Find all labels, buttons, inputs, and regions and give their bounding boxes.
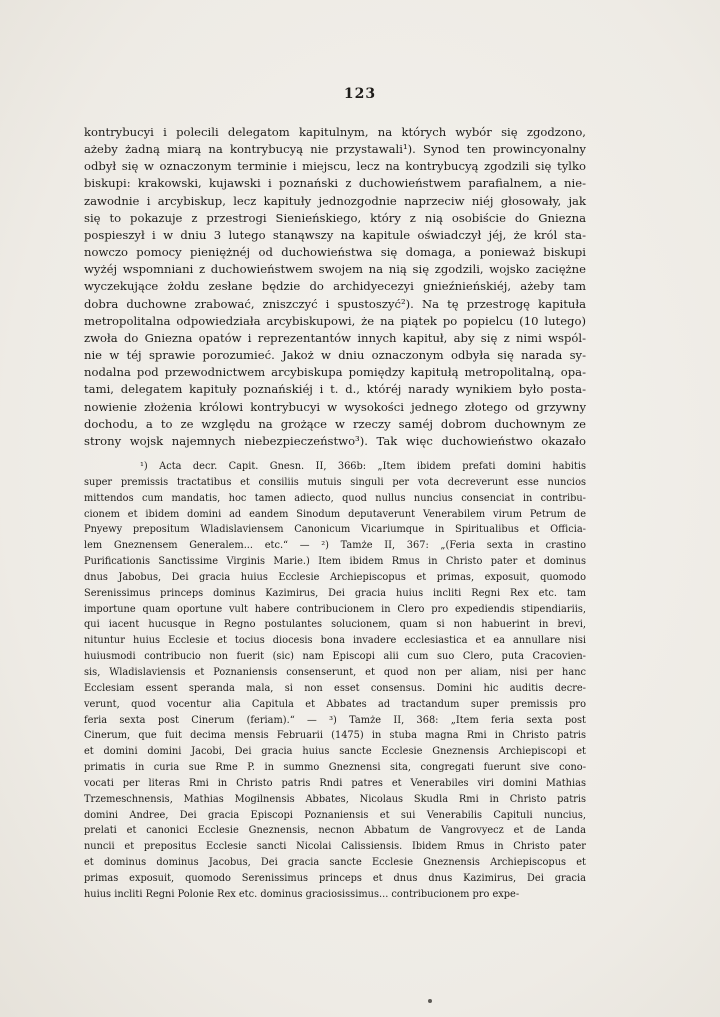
footnote-line: super premissis tractatibus et consiliis mutuis singuli per vota decreverunt esse nuncios	[84, 476, 586, 488]
footnote-line: sis, Wladislaviensis et Poznaniensis consenserunt, et quod non per aliam, nisi per hanc	[84, 666, 586, 678]
body-text-line: się to pokazuje z przestrogi Sienieńskiego, który z nią osobiście do Gniezna	[84, 210, 586, 225]
footnote-line: Ecclesiam essent speranda mala, si non esset consensus. Domini hic auditis decre-	[84, 682, 586, 694]
footnote-line: Trzemeschnensis, Mathias Mogilnensis Abbates, Nicolaus Skudla Rmi in Christo patris	[84, 793, 586, 805]
body-text-line: dobra duchowne zrabować, zniszczyć i spustoszyć²). Na tę przestrogę kapituła	[84, 296, 586, 311]
body-text-line: wyczekujące żołdu zesłane będzie do archidyecezyi gnieźnieńskiéj, ażeby tam	[84, 279, 586, 294]
body-text-line: strony wojsk najemnych niebezpieczeństwo³). Tak więc duchowieństwo okazało	[84, 433, 586, 448]
main-text	[84, 124, 586, 450]
footnote-line: et dominus dominus Jacobus, Dei gracia sancte Ecclesie Gneznensis Archiepiscopus et	[84, 857, 586, 869]
body-text-line: kontrybucyi i polecili delegatom kapitulnym, na których wybór się zgodzono,	[84, 125, 586, 139]
body-text-line: pospieszył i w dniu 3 lutego stanąwszy na kapitule oświadczył jéj, że król sta-	[84, 227, 586, 242]
footnote-line: Serenissimus princeps dominus Kazimirus, Dei gracia huius incliti Regni Rex etc. tam	[84, 587, 586, 599]
body-text-line: zwoła do Gniezna opatów i reprezentantów innych kapituł, aby się z nimi wspól-	[84, 330, 586, 345]
footnote-line: qui iacent hucusque in Regno postulantes solucionem, quam si non habuerint in brevi,	[84, 619, 586, 631]
footnotes	[84, 459, 586, 903]
footnote-line: Cinerum, que fuit decima mensis Februarii (1475) in stuba magna Rmi in Christo patris	[84, 730, 586, 742]
footnote-line: nuncii et prepositus Ecclesie sancti Nicolai Calissiensis. Ibidem Rmus in Christo pater	[84, 841, 586, 853]
footnote-line: verunt, quod vocentur alia Capitula et Abbates ad tractandum super premissis pro	[84, 698, 586, 710]
footnote-line: mittendos cum mandatis, hoc tamen adiecto, quod nullus nuncius consenciat in contribu-	[84, 492, 586, 504]
body-text-line: dochodu, a to ze względu na grożące w rzeczy saméj dobrom duchownym ze	[84, 416, 586, 431]
footnote-line: nituntur huius Ecclesie et tocius diocesis bona invadere ecclesiastica et ea annullare nisi	[84, 635, 586, 647]
footnote-line: importune quam oportune vult habere contribucionem in Clero pro expediendis stipendiariis,	[84, 603, 586, 615]
footnote-line: huiusmodi contribucio non fuerit (sic) nam Episcopi alii cum suo Clero, puta Cracovien-	[84, 651, 586, 663]
footnote-line: cionem et ibidem domini ad eandem Sinodum deputaverunt Venerabilem virum Petrum de	[84, 508, 586, 520]
body-text-line: nodalna pod przewodnictwem arcybiskupa pomiędzy kapitułą metropolitalną, opa-	[84, 365, 586, 380]
footnote-line: dnus Jabobus, Dei gracia huius Ecclesie Archiepiscopus et primas, exposuit, quomodo	[84, 571, 586, 583]
footnote-line: et domini domini Jacobi, Dei gracia huius sancte Ecclesie Gneznensis Archiepiscopi et	[84, 746, 586, 758]
footnote-line: vocati per literas Rmi in Christo patris Rndi patres et Venerabiles viri domini Mathias	[84, 777, 586, 789]
body-text-line: nowienie złożenia królowi kontrybucyi w wysokości jednego złotego od grzywny	[84, 399, 586, 414]
footnote-line: primas exposuit, quomodo Serenissimus princeps et dnus dnus Kazimirus, Dei gracia	[84, 872, 586, 884]
body-text-line: zawodnie i arcybiskup, lecz kapituły jednozgodnie naprzeciw niéj głosowały, jak	[84, 193, 586, 208]
body-text-line: wyżéj wspomniani z duchowieństwem swojem na nią się zgodzili, wojsko zaciężne	[84, 262, 586, 277]
footnote-line: Purificationis Sanctissime Virginis Marie.) Item ibidem Rmus in Christo pater et dominus	[84, 556, 586, 568]
footnote-line: huius incliti Regni Polonie Rex etc. dominus graciosissimus... contribucionem pro expe-	[84, 888, 520, 900]
page-number: 123	[343, 86, 377, 102]
body-text-line: tami, delegatem kapituły poznańskiéj i t. d., któréj narady wynikiem było posta-	[84, 382, 586, 397]
footnote-line: prelati et canonici Ecclesie Gneznensis, necnon Abbatum de Vangrovyecz et de Landa	[84, 825, 586, 837]
paper-speck	[428, 999, 432, 1003]
body-text-line: biskupi: krakowski, kujawski i poznański z duchowieństwem parafialnem, a nie-	[84, 176, 586, 191]
body-text-line: nie w téj sprawie porozumieć. Jakoż w dniu oznaczonym odbyła się narada sy-	[84, 348, 586, 363]
footnote-line: feria sexta post Cinerum (feriam).“ — ³) Tamże II, 368: „Item feria sexta post	[84, 714, 586, 726]
footnote-line: lem Gneznensem Generalem... etc.“ — ²) Tamże II, 367: „(Feria sexta in crastino	[84, 540, 586, 552]
body-text-line: odbył się w oznaczonym terminie i miejscu, lecz na kontrybucyą zgodzili się tylko	[84, 159, 586, 174]
footnote-line: domini Andree, Dei gracia Episcopi Poznaniensis et sui Venerabilis Capituli nuncius,	[84, 809, 586, 821]
footnote-line: ¹) Acta decr. Capit. Gnesn. II, 366b: „Item ibidem prefati domini habitis	[140, 461, 586, 472]
body-text-line: ażeby żadną miarą na kontrybucyą nie przystawali¹). Synod ten prowincyonalny	[84, 142, 586, 157]
body-text-line: nowczo pomocy pieniężnéj od duchowieństwa się domaga, a ponieważ biskupi	[84, 245, 586, 260]
footnote-line: primatis in curia sue Rme P. in summo Gneznensi sita, congregati fuerunt sive cono-	[84, 762, 586, 774]
footnote-line: Pnyewy prepositum Wladislaviensem Canonicum Vicariumque in Spiritualibus et Officia-	[84, 524, 586, 536]
body-text-line: metropolitalna odpowiedziała arcybiskupowi, że na piątek po popielcu (10 lutego)	[84, 313, 586, 328]
